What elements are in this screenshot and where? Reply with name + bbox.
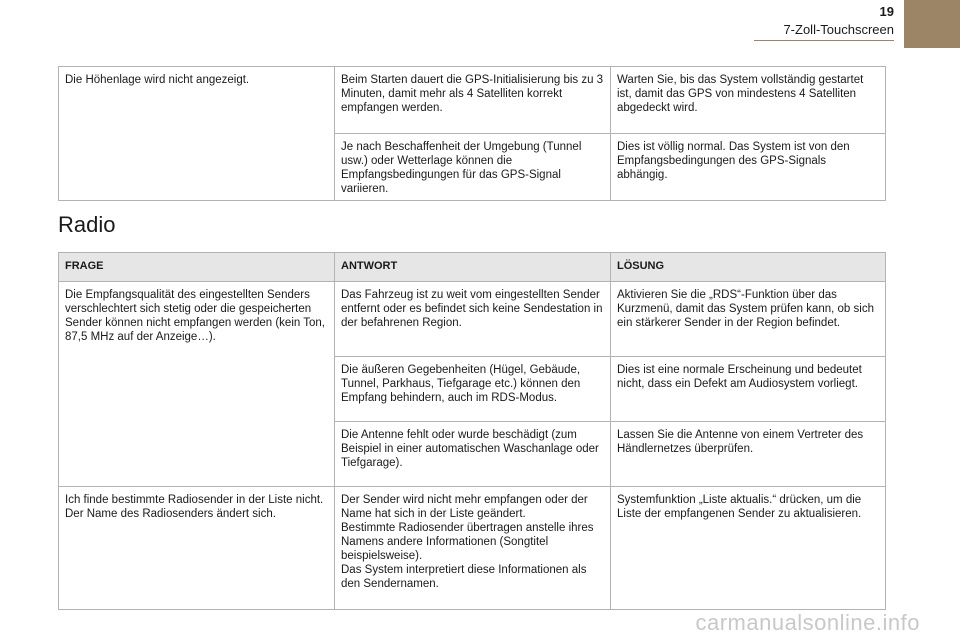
solution-cell: Lassen Sie die Antenne von einem Vertreter des Händlernetzes überprüfen. — [611, 422, 886, 487]
solution-cell: Warten Sie, bis das System vollständig gestartet ist, damit das GPS von mindestens 4 Satelliten abgedeckt wird. — [611, 67, 886, 134]
question-cell: Die Höhenlage wird nicht angezeigt. — [59, 67, 335, 201]
answer-cell: Der Sender wird nicht mehr empfangen oder der Name hat sich in der Liste geändert. Bestimmte Radiosender übertragen anstelle ihres Namens andere Informationen (Songtitel beispielsweise). Das System interpretiert diese Informationen als den Sendernamen. — [335, 487, 611, 610]
radio-troubleshooting-table — [58, 252, 886, 610]
answer-cell: Je nach Beschaffenheit der Umgebung (Tunnel usw.) oder Wetterlage können die Empfangsbedingungen für das GPS-Signal variieren. — [335, 134, 611, 201]
section-tab — [904, 0, 960, 48]
answer-cell: Beim Starten dauert die GPS-Initialisierung bis zu 3 Minuten, damit mehr als 4 Satelliten korrekt empfangen werden. — [335, 67, 611, 134]
question-cell: Die Empfangsqualität des eingestellten Senders verschlechtert sich stetig oder die gespeicherten Sender können nicht empfangen werden (kein Ton, 87,5 MHz auf der Anzeige…). — [59, 282, 335, 487]
table-row — [59, 67, 886, 134]
solution-cell: Dies ist völlig normal. Das System ist von den Empfangsbedingungen des GPS-Signals abhängig. — [611, 134, 886, 201]
table-header-row — [59, 253, 886, 282]
question-cell: Ich finde bestimmte Radiosender in der Liste nicht. Der Name des Radiosenders ändert sich. — [59, 487, 335, 610]
table-row — [59, 487, 886, 610]
section-heading-radio: Radio — [58, 212, 116, 237]
answer-cell: Das Fahrzeug ist zu weit vom eingestellten Sender entfernt oder es befindet sich keine Sendestation in der befahrenen Region. — [335, 282, 611, 357]
chapter-title: 7-Zoll-Touchscreen — [783, 22, 894, 37]
gps-troubleshooting-table — [58, 66, 886, 201]
column-header-answer: ANTWORT — [335, 253, 611, 282]
column-header-question: FRAGE — [59, 253, 335, 282]
solution-cell: Dies ist eine normale Erscheinung und bedeutet nicht, dass ein Defekt am Audiosystem vorliegt. — [611, 357, 886, 422]
solution-cell: Aktivieren Sie die „RDS“-Funktion über das Kurzmenü, damit das System prüfen kann, ob sich ein stärkerer Sender in der Region befindet. — [611, 282, 886, 357]
watermark: carmanualsonline.info — [695, 610, 920, 635]
solution-cell: Systemfunktion „Liste aktualis.“ drücken, um die Liste der empfangenen Sender zu aktualisieren. — [611, 487, 886, 610]
page-number: 19 — [879, 4, 894, 19]
answer-cell: Die Antenne fehlt oder wurde beschädigt (zum Beispiel in einer automatischen Waschanlage oder Tiefgarage). — [335, 422, 611, 487]
column-header-solution: LÖSUNG — [611, 253, 886, 282]
table-row — [59, 282, 886, 357]
answer-cell: Die äußeren Gegebenheiten (Hügel, Gebäude, Tunnel, Parkhaus, Tiefgarage etc.) können den Empfang behindern, auch im RDS-Modus. — [335, 357, 611, 422]
header-rule — [754, 40, 894, 41]
